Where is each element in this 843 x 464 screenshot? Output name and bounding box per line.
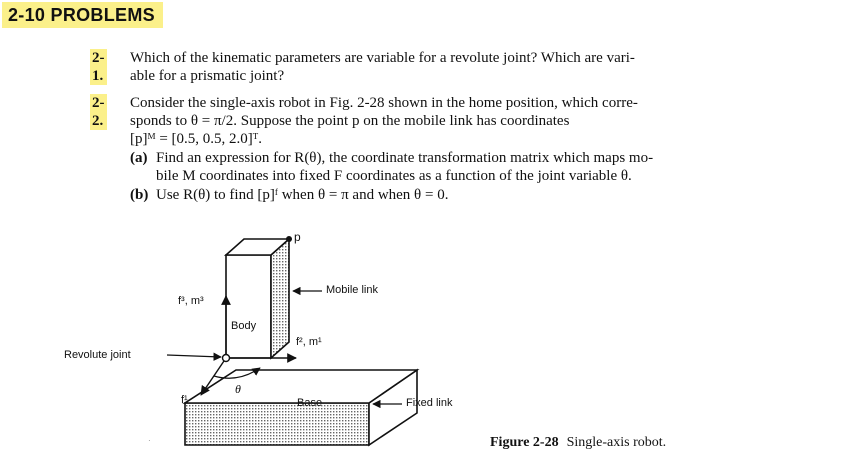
section-heading: 2-10 PROBLEMS xyxy=(2,2,163,28)
problem-line: sponds to θ = π/2. Suppose the point p on the mobile link has coordinates xyxy=(130,113,570,129)
problem-line: [p]ᴹ = [0.5, 0.5, 2.0]ᵀ. xyxy=(130,131,262,147)
label-body: Body xyxy=(231,320,257,332)
part-a-line: bile M coordinates into fixed F coordinates as a function of the joint variable θ. xyxy=(156,168,632,184)
part-label: (a) xyxy=(130,150,148,166)
figure-caption-text: Single-axis robot. xyxy=(566,435,667,450)
body-front-face xyxy=(226,255,271,358)
figure-caption xyxy=(490,435,666,451)
part-a-line: Find an expression for R(θ), the coordinate transformation matrix which maps mo- xyxy=(156,150,654,166)
problem-number: 2-2. xyxy=(92,95,105,129)
label-f1: f¹ xyxy=(181,394,188,406)
label-f2-m1: f², m¹ xyxy=(296,336,322,348)
problem-line: able for a prismatic joint? xyxy=(130,68,285,84)
revolute-joint-arrow xyxy=(167,355,221,357)
body-side-face xyxy=(271,239,289,358)
point-p xyxy=(286,236,292,242)
label-revolute-joint: Revolute joint xyxy=(64,349,131,361)
label-p: p xyxy=(294,230,301,244)
label-theta: θ xyxy=(235,382,241,396)
problem-line: Consider the single-axis robot in Fig. 2-28 shown in the home position, which corre- xyxy=(130,95,638,111)
base-front-face xyxy=(185,403,369,445)
label-f3-m3: f³, m³ xyxy=(178,295,204,307)
revolute-joint xyxy=(223,355,230,362)
part-b-line: Use R(θ) to find [p]ᶠ when θ = π and when θ = 0. xyxy=(156,187,449,203)
stray-mark: · xyxy=(148,436,151,445)
label-fixed-link: Fixed link xyxy=(406,397,453,409)
problem-number: 2-1. xyxy=(92,50,105,84)
problem-line: Which of the kinematic parameters are variable for a revolute joint? Which are vari- xyxy=(130,50,635,66)
figure-number: Figure 2-28 xyxy=(490,435,559,450)
label-base: Base xyxy=(297,397,323,409)
part-label: (b) xyxy=(130,187,149,203)
label-mobile-link: Mobile link xyxy=(326,284,378,296)
